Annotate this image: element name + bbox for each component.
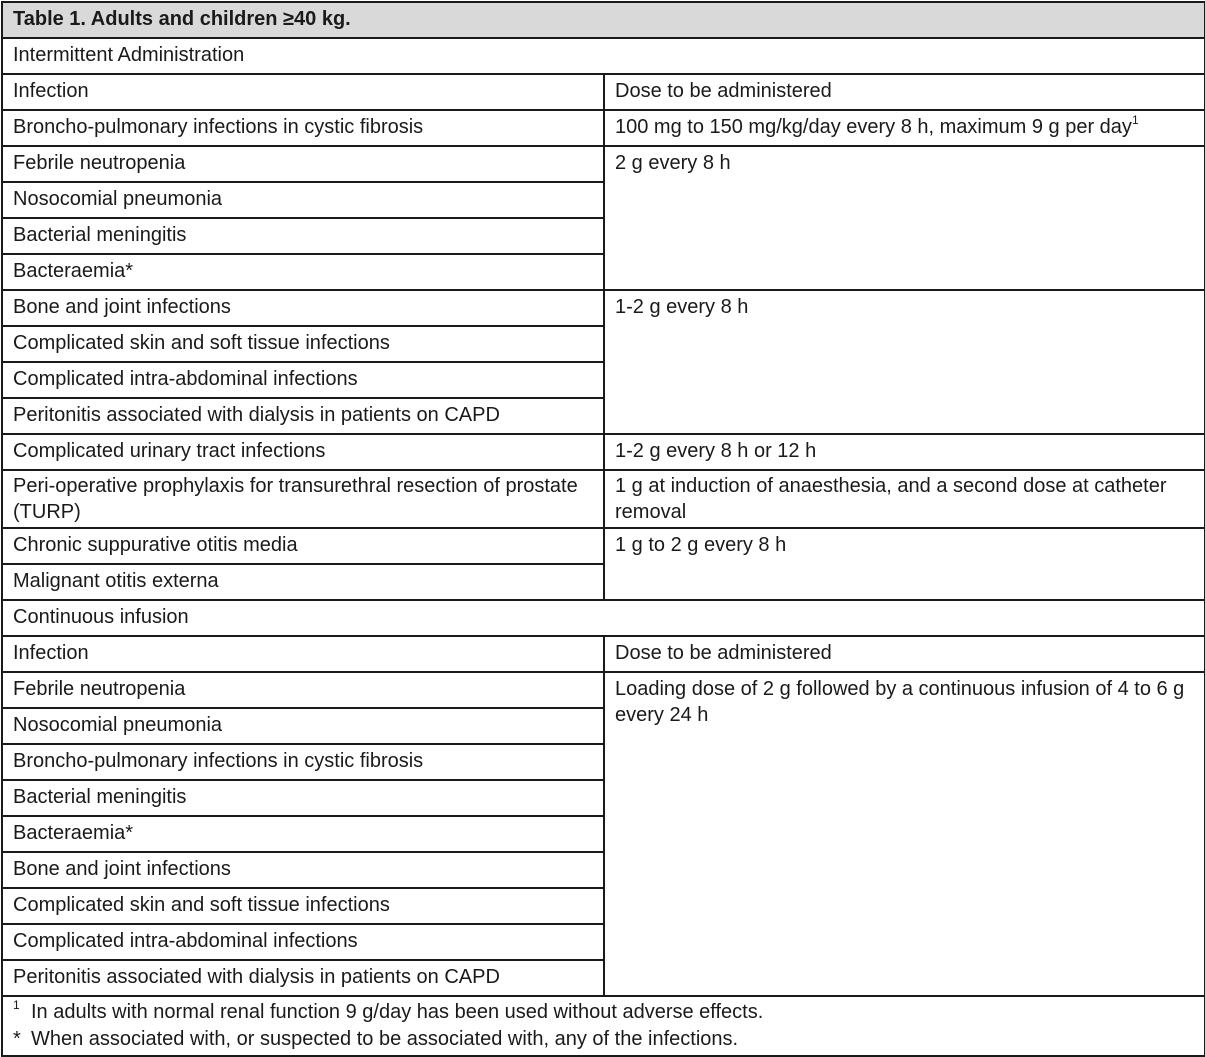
infection-cell: Complicated skin and soft tissue infections: [2, 326, 604, 362]
infection-cell: Peri-operative prophylaxis for transurethral resection of prostate (TURP): [2, 470, 604, 528]
table-row: [2, 528, 1205, 564]
infection-cell: Complicated intra-abdominal infections: [2, 924, 604, 960]
infection-cell: Febrile neutropenia: [2, 146, 604, 182]
dose-cell: 1-2 g every 8 h or 12 h: [604, 434, 1205, 470]
infection-cell: Malignant otitis externa: [2, 564, 604, 600]
dose-cell: 1-2 g every 8 h: [604, 290, 1205, 434]
infection-cell: Bacteraemia*: [2, 254, 604, 290]
infection-cell: Peritonitis associated with dialysis in patients on CAPD: [2, 960, 604, 996]
column-header-dose: Dose to be administered: [604, 74, 1205, 110]
table-title-row: [2, 2, 1205, 38]
infection-cell: Bone and joint infections: [2, 852, 604, 888]
dose-text: 100 mg to 150 mg/kg/day every 8 h, maximum 9 g per day: [615, 116, 1132, 138]
infection-cell: Bacterial meningitis: [2, 780, 604, 816]
infection-cell: Broncho-pulmonary infections in cystic fibrosis: [2, 110, 604, 146]
infection-cell: Complicated skin and soft tissue infections: [2, 888, 604, 924]
infection-cell: Complicated intra-abdominal infections: [2, 362, 604, 398]
section-label-continuous: Continuous infusion: [2, 600, 1205, 636]
section-row: [2, 38, 1205, 74]
footnote-ref: 1: [1131, 113, 1139, 127]
section-row: [2, 600, 1205, 636]
footnotes-row: [2, 996, 1205, 1056]
dose-cell: 1 g to 2 g every 8 h: [604, 528, 1205, 600]
footnote-2-mark: *: [13, 1028, 21, 1050]
infection-cell: Febrile neutropenia: [2, 672, 604, 708]
dose-cell: Loading dose of 2 g followed by a continuous infusion of 4 to 6 g every 24 h: [604, 672, 1205, 996]
table-row: [2, 110, 1205, 146]
column-header-infection: Infection: [2, 74, 604, 110]
infection-cell: Complicated urinary tract infections: [2, 434, 604, 470]
table-row: [2, 146, 1205, 182]
footnotes: [2, 996, 1205, 1056]
dose-cell: 2 g every 8 h: [604, 146, 1205, 290]
table-row: [2, 672, 1205, 708]
table-title: Table 1. Adults and children ≥40 kg.: [2, 2, 1205, 38]
infection-cell: Broncho-pulmonary infections in cystic fibrosis: [2, 744, 604, 780]
footnote-2-text: When associated with, or suspected to be associated with, any of the infections.: [31, 1028, 739, 1050]
dosage-table: [1, 1, 1205, 1057]
footnote-1-text: In adults with normal renal function 9 g/day has been used without adverse effects.: [31, 1001, 764, 1023]
footnote-1: $^1$ In adults with normal renal function 9 g/day has been used without adverse effects.: [13, 998, 764, 1023]
table-row: [2, 290, 1205, 326]
header-row: [2, 636, 1205, 672]
dose-cell: [604, 110, 1205, 146]
footnote-2: [13, 1026, 1194, 1053]
infection-cell: Nosocomial pneumonia: [2, 182, 604, 218]
infection-cell: Peritonitis associated with dialysis in patients on CAPD: [2, 398, 604, 434]
header-row: [2, 74, 1205, 110]
table-row: [2, 434, 1205, 470]
infection-cell: Nosocomial pneumonia: [2, 708, 604, 744]
infection-cell: Bacterial meningitis: [2, 218, 604, 254]
infection-cell: Chronic suppurative otitis media: [2, 528, 604, 564]
section-label-intermittent: Intermittent Administration: [2, 38, 1205, 74]
column-header-dose: Dose to be administered: [604, 636, 1205, 672]
infection-cell: Bone and joint infections: [2, 290, 604, 326]
dose-cell: 1 g at induction of anaesthesia, and a second dose at catheter removal: [604, 470, 1205, 528]
column-header-infection: Infection: [2, 636, 604, 672]
infection-cell: Bacteraemia*: [2, 816, 604, 852]
table-row: [2, 470, 1205, 528]
